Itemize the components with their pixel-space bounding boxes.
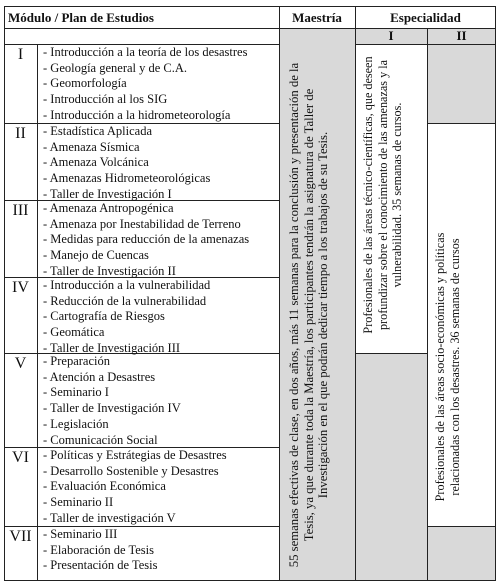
- list-item: - Seminario I: [43, 385, 109, 400]
- list-item: - Amenaza Volcánica: [43, 155, 149, 170]
- list-item: - Geomática: [43, 325, 105, 340]
- module-number: IV: [12, 279, 29, 296]
- list-item: - Taller de investigación V: [43, 510, 176, 525]
- list-item: - Amenaza Antropogénica: [43, 201, 174, 215]
- list-item: - Medidas para reducción de la amenazas: [43, 232, 250, 247]
- list-item: - Taller de Investigación II: [43, 263, 176, 278]
- list-item: - Legislación: [43, 416, 109, 431]
- list-item: - Introducción a la teoría de los desastres: [43, 45, 248, 59]
- header-modulo: Módulo / Plan de Estudios: [8, 10, 154, 25]
- list-item: - Geología general y de C.A.: [43, 60, 188, 75]
- module-items: [43, 201, 249, 280]
- list-item: - Taller de Investigación IV: [43, 401, 181, 416]
- module-number: VII: [9, 528, 32, 545]
- especialidad-i-description: Profesionales de las áreas técnico-científicas, que deseen profundizar sobre el conocimiento de las amenazas y la vulnerabilidad. 35 semanas de cursos.: [361, 56, 405, 334]
- header-maestria: Maestría: [292, 10, 342, 25]
- list-item: - Políticas y Estrátegias de Desastres: [43, 448, 227, 462]
- module-items: [43, 354, 181, 448]
- list-item: - Reducción de la vulnerabilidad: [43, 293, 207, 308]
- list-item: - Comunicación Social: [43, 432, 158, 447]
- list-item: - Amenaza por Inestabilidad de Terreno: [43, 216, 241, 231]
- list-item: - Introducción al los SIG: [43, 92, 168, 107]
- list-item: - Taller de Investigación I: [43, 186, 172, 201]
- header-esp-ii: II: [456, 28, 467, 43]
- list-item: - Manejo de Cuencas: [43, 248, 149, 263]
- list-item: - Introducción a la hidrometeorología: [43, 107, 231, 122]
- module-items: [43, 527, 158, 574]
- especialidad-ii-description: Profesionales de las áreas socio-económicas y políticas relacionadas con los desastres. 36 semanas de cursos: [433, 232, 462, 502]
- list-item: - Seminario III: [43, 527, 118, 541]
- module-number: V: [14, 355, 27, 372]
- header-especialidad: Especialidad: [390, 10, 461, 25]
- list-item: - Atención a Desastres: [43, 369, 156, 384]
- module-items: [43, 124, 210, 203]
- list-item: - Introducción a la vulnerabilidad: [43, 278, 211, 292]
- list-item: - Evaluación Económica: [43, 479, 166, 494]
- module-number: VI: [12, 449, 29, 466]
- list-item: - Elaboración de Tesis: [43, 542, 155, 557]
- maestria-description: 55 semanas efectivas de clase, en dos años, más 11 semanas para la conclusión y presentación de la Tesis, ya que durante toda la Maestría, los participantes tendrán la asignatura de Taller de Investigación en el que podrán dedicar tiempo a los trabajos de su Tesis.: [287, 62, 331, 568]
- module-items: [43, 278, 210, 357]
- list-item: - Taller de Investigación III: [43, 340, 181, 355]
- list-item: - Amenaza Sísmica: [43, 139, 140, 154]
- module-number: III: [12, 202, 29, 219]
- list-item: - Seminario II: [43, 495, 114, 510]
- list-item: - Estadística Aplicada: [43, 124, 152, 138]
- header-esp-i: I: [388, 28, 394, 43]
- module-items: [43, 448, 227, 527]
- list-item: - Desarrollo Sostenible y Desastres: [43, 463, 219, 478]
- list-item: - Geomorfología: [43, 76, 127, 91]
- list-item: - Presentación de Tesis: [43, 558, 158, 573]
- module-items: [43, 45, 247, 124]
- list-item: - Cartografía de Riesgos: [43, 309, 165, 324]
- list-item: - Preparación: [43, 354, 110, 368]
- list-item: - Amenazas Hidrometeorológicas: [43, 171, 211, 186]
- module-number: I: [17, 46, 24, 63]
- module-number: II: [15, 125, 26, 142]
